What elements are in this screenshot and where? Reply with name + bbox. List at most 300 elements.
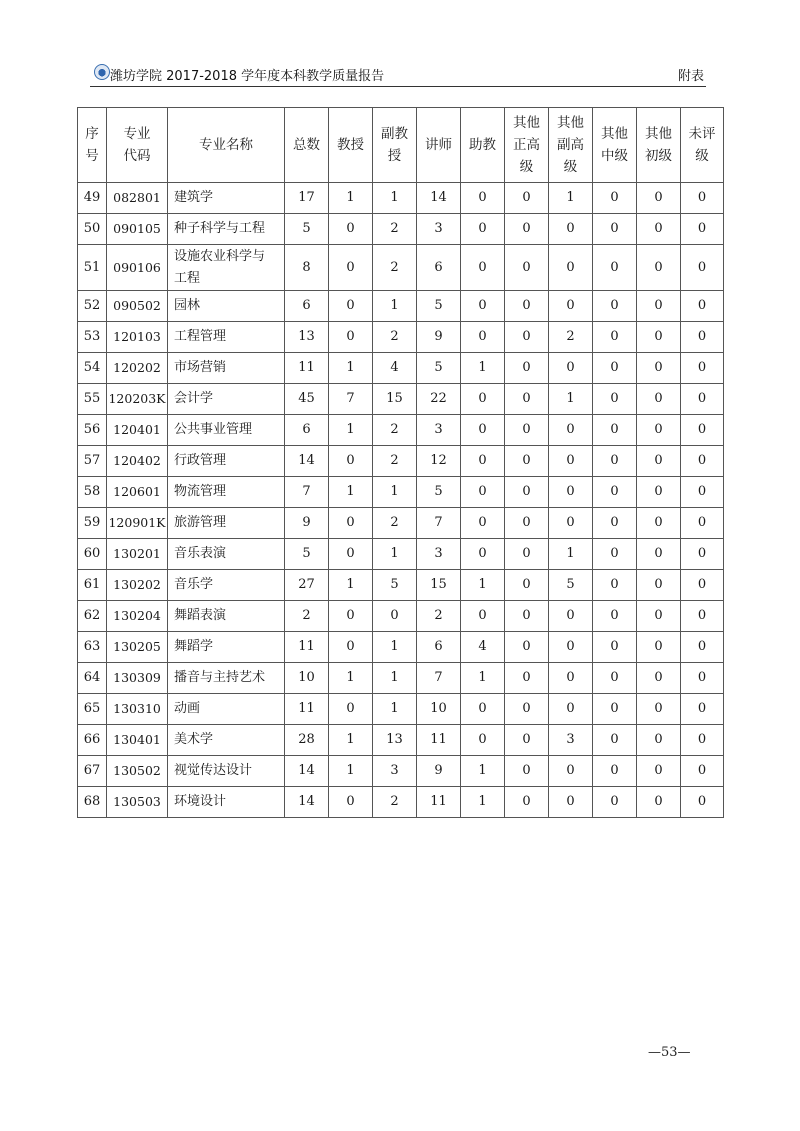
cell-name: 舞蹈表演 <box>168 601 285 632</box>
cell-unrated: 0 <box>681 632 724 663</box>
cell-name: 音乐学 <box>168 570 285 601</box>
cell-unrated: 0 <box>681 570 724 601</box>
cell-other-senior: 0 <box>505 725 549 756</box>
cell-no: 55 <box>78 384 107 415</box>
cell-lecturer: 7 <box>417 508 461 539</box>
table-row <box>78 415 724 446</box>
cell-total: 6 <box>285 291 329 322</box>
cell-other-assoc-senior: 1 <box>549 539 593 570</box>
cell-other-junior: 0 <box>637 245 681 291</box>
cell-other-intermediate: 0 <box>593 477 637 508</box>
table-row <box>78 787 724 818</box>
column-header-line: 中级 <box>601 148 628 164</box>
cell-assistant: 1 <box>461 570 505 601</box>
cell-other-assoc-senior: 0 <box>549 245 593 291</box>
column-header-line: 级 <box>563 159 578 175</box>
cell-total: 2 <box>285 601 329 632</box>
column-header-other-intermediate <box>593 108 637 183</box>
cell-other-junior: 0 <box>637 787 681 818</box>
cell-total: 28 <box>285 725 329 756</box>
cell-other-intermediate: 0 <box>593 415 637 446</box>
cell-no: 59 <box>78 508 107 539</box>
cell-assoc-professor: 2 <box>373 322 417 353</box>
column-header-other-junior <box>637 108 681 183</box>
cell-lecturer: 10 <box>417 694 461 725</box>
table-row <box>78 508 724 539</box>
cell-total: 13 <box>285 322 329 353</box>
cell-code: 130502 <box>107 756 168 787</box>
cell-other-senior: 0 <box>505 756 549 787</box>
cell-other-junior: 0 <box>637 291 681 322</box>
cell-other-intermediate: 0 <box>593 725 637 756</box>
cell-other-intermediate: 0 <box>593 539 637 570</box>
cell-unrated: 0 <box>681 477 724 508</box>
table-row <box>78 694 724 725</box>
cell-other-intermediate: 0 <box>593 183 637 214</box>
cell-assoc-professor: 2 <box>373 245 417 291</box>
cell-no: 49 <box>78 183 107 214</box>
cell-unrated: 0 <box>681 601 724 632</box>
column-header-other-senior <box>505 108 549 183</box>
cell-assoc-professor: 0 <box>373 601 417 632</box>
major-name-line: 设施农业科学与 <box>174 248 266 264</box>
cell-no: 62 <box>78 601 107 632</box>
cell-assistant: 0 <box>461 291 505 322</box>
university-emblem-icon <box>94 64 110 80</box>
column-header-line: 代码 <box>123 148 151 164</box>
cell-professor: 1 <box>329 353 373 384</box>
column-header-professor <box>329 108 373 183</box>
cell-assoc-professor: 1 <box>373 632 417 663</box>
cell-other-senior: 0 <box>505 353 549 384</box>
cell-assistant: 0 <box>461 214 505 245</box>
cell-code: 090502 <box>107 291 168 322</box>
cell-name: 工程管理 <box>168 322 285 353</box>
cell-total: 11 <box>285 353 329 384</box>
cell-unrated: 0 <box>681 291 724 322</box>
cell-total: 7 <box>285 477 329 508</box>
cell-no: 67 <box>78 756 107 787</box>
cell-lecturer: 5 <box>417 291 461 322</box>
cell-unrated: 0 <box>681 245 724 291</box>
faculty-title-table <box>77 107 724 818</box>
cell-other-junior: 0 <box>637 477 681 508</box>
column-header-line: 级 <box>519 159 534 175</box>
table-row <box>78 539 724 570</box>
cell-other-senior: 0 <box>505 787 549 818</box>
cell-lecturer: 6 <box>417 245 461 291</box>
cell-no: 56 <box>78 415 107 446</box>
cell-lecturer: 3 <box>417 415 461 446</box>
cell-unrated: 0 <box>681 539 724 570</box>
cell-assistant: 1 <box>461 756 505 787</box>
table-row <box>78 291 724 322</box>
cell-other-senior: 0 <box>505 508 549 539</box>
cell-name: 播音与主持艺术 <box>168 663 285 694</box>
major-name-line: 工程 <box>174 270 201 286</box>
cell-other-assoc-senior: 0 <box>549 353 593 384</box>
cell-assistant: 4 <box>461 632 505 663</box>
cell-total: 5 <box>285 214 329 245</box>
cell-unrated: 0 <box>681 415 724 446</box>
cell-total: 17 <box>285 183 329 214</box>
cell-lecturer: 9 <box>417 756 461 787</box>
cell-code: 130201 <box>107 539 168 570</box>
cell-name: 市场营销 <box>168 353 285 384</box>
cell-assoc-professor: 2 <box>373 446 417 477</box>
cell-lecturer: 2 <box>417 601 461 632</box>
report-title: 潍坊学院 2017-2018 学年度本科教学质量报告 <box>110 69 385 84</box>
cell-assoc-professor: 2 <box>373 214 417 245</box>
cell-total: 11 <box>285 632 329 663</box>
cell-name: 舞蹈学 <box>168 632 285 663</box>
table-row <box>78 477 724 508</box>
cell-assoc-professor: 5 <box>373 570 417 601</box>
cell-name: 美术学 <box>168 725 285 756</box>
cell-other-senior: 0 <box>505 570 549 601</box>
table-row <box>78 183 724 214</box>
cell-total: 5 <box>285 539 329 570</box>
cell-unrated: 0 <box>681 663 724 694</box>
cell-unrated: 0 <box>681 322 724 353</box>
cell-other-junior: 0 <box>637 183 681 214</box>
cell-name: 园林 <box>168 291 285 322</box>
cell-other-intermediate: 0 <box>593 214 637 245</box>
cell-other-junior: 0 <box>637 415 681 446</box>
cell-other-intermediate: 0 <box>593 446 637 477</box>
cell-other-senior: 0 <box>505 214 549 245</box>
table-row <box>78 756 724 787</box>
cell-other-junior: 0 <box>637 632 681 663</box>
cell-other-assoc-senior: 2 <box>549 322 593 353</box>
cell-other-junior: 0 <box>637 725 681 756</box>
cell-name: 物流管理 <box>168 477 285 508</box>
cell-other-senior: 0 <box>505 384 549 415</box>
cell-name: 行政管理 <box>168 446 285 477</box>
column-header-assistant <box>461 108 505 183</box>
cell-name: 建筑学 <box>168 183 285 214</box>
cell-lecturer: 14 <box>417 183 461 214</box>
cell-other-intermediate: 0 <box>593 570 637 601</box>
cell-assoc-professor: 2 <box>373 508 417 539</box>
column-header-line: 级 <box>695 148 709 164</box>
cell-code: 082801 <box>107 183 168 214</box>
cell-total: 45 <box>285 384 329 415</box>
cell-unrated: 0 <box>681 183 724 214</box>
cell-name: 旅游管理 <box>168 508 285 539</box>
cell-assistant: 0 <box>461 415 505 446</box>
cell-other-intermediate: 0 <box>593 632 637 663</box>
cell-assistant: 1 <box>461 353 505 384</box>
cell-code: 090105 <box>107 214 168 245</box>
column-header-line: 专业名称 <box>199 137 253 153</box>
table-body <box>78 183 724 818</box>
cell-total: 9 <box>285 508 329 539</box>
cell-no: 54 <box>78 353 107 384</box>
cell-professor: 0 <box>329 694 373 725</box>
cell-other-senior: 0 <box>505 291 549 322</box>
cell-unrated: 0 <box>681 384 724 415</box>
column-header-line: 号 <box>85 148 99 164</box>
cell-unrated: 0 <box>681 756 724 787</box>
column-header-total <box>285 108 329 183</box>
column-header-other-assoc-senior <box>549 108 593 183</box>
cell-other-intermediate: 0 <box>593 322 637 353</box>
column-header-index <box>78 108 107 183</box>
cell-other-senior: 0 <box>505 322 549 353</box>
cell-assoc-professor: 2 <box>373 415 417 446</box>
cell-other-junior: 0 <box>637 663 681 694</box>
cell-assoc-professor: 2 <box>373 787 417 818</box>
cell-no: 52 <box>78 291 107 322</box>
table-row <box>78 632 724 663</box>
cell-name: 种子科学与工程 <box>168 214 285 245</box>
cell-assistant: 0 <box>461 446 505 477</box>
cell-name: 公共事业管理 <box>168 415 285 446</box>
cell-other-junior: 0 <box>637 384 681 415</box>
cell-other-assoc-senior: 0 <box>549 663 593 694</box>
cell-other-intermediate: 0 <box>593 756 637 787</box>
cell-lecturer: 5 <box>417 353 461 384</box>
cell-code: 130309 <box>107 663 168 694</box>
cell-other-assoc-senior: 0 <box>549 601 593 632</box>
cell-other-intermediate: 0 <box>593 291 637 322</box>
cell-code: 130205 <box>107 632 168 663</box>
cell-other-junior: 0 <box>637 756 681 787</box>
cell-name: 会计学 <box>168 384 285 415</box>
cell-code: 130503 <box>107 787 168 818</box>
cell-professor: 1 <box>329 756 373 787</box>
cell-other-assoc-senior: 0 <box>549 446 593 477</box>
cell-other-intermediate: 0 <box>593 245 637 291</box>
column-header-assoc-professor <box>373 108 417 183</box>
cell-code: 120103 <box>107 322 168 353</box>
cell-professor: 0 <box>329 322 373 353</box>
column-header-line: 授 <box>387 148 402 164</box>
cell-assistant: 0 <box>461 322 505 353</box>
cell-assoc-professor: 1 <box>373 539 417 570</box>
cell-other-senior: 0 <box>505 183 549 214</box>
cell-assoc-professor: 1 <box>373 694 417 725</box>
table-row <box>78 570 724 601</box>
column-header-line: 正高 <box>513 137 540 153</box>
table-row <box>78 322 724 353</box>
cell-assistant: 0 <box>461 245 505 291</box>
table-header-row <box>78 108 724 183</box>
cell-assistant: 1 <box>461 663 505 694</box>
cell-no: 66 <box>78 725 107 756</box>
column-header-line: 副高 <box>557 137 584 153</box>
cell-other-assoc-senior: 0 <box>549 415 593 446</box>
cell-code: 130310 <box>107 694 168 725</box>
column-header-line: 未评 <box>688 126 716 142</box>
cell-other-senior: 0 <box>505 694 549 725</box>
column-header-unrated <box>681 108 724 183</box>
cell-other-senior: 0 <box>505 632 549 663</box>
cell-no: 61 <box>78 570 107 601</box>
cell-other-junior: 0 <box>637 214 681 245</box>
cell-code: 130401 <box>107 725 168 756</box>
table-row <box>78 214 724 245</box>
cell-lecturer: 15 <box>417 570 461 601</box>
column-header-line: 讲师 <box>425 137 452 153</box>
cell-other-intermediate: 0 <box>593 601 637 632</box>
cell-other-assoc-senior: 3 <box>549 725 593 756</box>
cell-other-assoc-senior: 0 <box>549 756 593 787</box>
cell-no: 64 <box>78 663 107 694</box>
cell-code: 120203K <box>107 384 168 415</box>
cell-no: 57 <box>78 446 107 477</box>
cell-lecturer: 3 <box>417 539 461 570</box>
cell-other-assoc-senior: 0 <box>549 291 593 322</box>
cell-code: 120901K <box>107 508 168 539</box>
column-header-line: 副教 <box>381 126 408 142</box>
cell-assoc-professor: 1 <box>373 477 417 508</box>
cell-professor: 1 <box>329 663 373 694</box>
cell-other-intermediate: 0 <box>593 384 637 415</box>
cell-other-assoc-senior: 1 <box>549 183 593 214</box>
cell-other-assoc-senior: 0 <box>549 632 593 663</box>
column-header-line: 助教 <box>469 137 496 153</box>
cell-code: 120401 <box>107 415 168 446</box>
cell-other-junior: 0 <box>637 694 681 725</box>
cell-unrated: 0 <box>681 214 724 245</box>
cell-no: 51 <box>78 245 107 291</box>
cell-total: 14 <box>285 756 329 787</box>
cell-lecturer: 3 <box>417 214 461 245</box>
cell-professor: 1 <box>329 570 373 601</box>
cell-other-senior: 0 <box>505 663 549 694</box>
cell-assistant: 0 <box>461 725 505 756</box>
column-header-line: 其他 <box>513 115 540 131</box>
cell-no: 63 <box>78 632 107 663</box>
column-header-line: 序 <box>85 126 99 142</box>
cell-other-senior: 0 <box>505 477 549 508</box>
table-row <box>78 725 724 756</box>
cell-unrated: 0 <box>681 508 724 539</box>
cell-professor: 0 <box>329 787 373 818</box>
cell-unrated: 0 <box>681 353 724 384</box>
cell-other-assoc-senior: 5 <box>549 570 593 601</box>
cell-professor: 0 <box>329 245 373 291</box>
cell-assistant: 1 <box>461 787 505 818</box>
cell-other-senior: 0 <box>505 601 549 632</box>
cell-assistant: 0 <box>461 384 505 415</box>
cell-other-assoc-senior: 1 <box>549 384 593 415</box>
cell-lecturer: 9 <box>417 322 461 353</box>
table-row <box>78 601 724 632</box>
cell-assistant: 0 <box>461 694 505 725</box>
cell-other-intermediate: 0 <box>593 508 637 539</box>
cell-other-intermediate: 0 <box>593 353 637 384</box>
cell-no: 50 <box>78 214 107 245</box>
cell-other-junior: 0 <box>637 601 681 632</box>
cell-other-junior: 0 <box>637 570 681 601</box>
cell-no: 68 <box>78 787 107 818</box>
cell-assoc-professor: 1 <box>373 291 417 322</box>
cell-total: 14 <box>285 787 329 818</box>
cell-code: 120601 <box>107 477 168 508</box>
cell-professor: 1 <box>329 477 373 508</box>
cell-other-junior: 0 <box>637 446 681 477</box>
cell-name: 动画 <box>168 694 285 725</box>
cell-other-intermediate: 0 <box>593 694 637 725</box>
cell-professor: 0 <box>329 539 373 570</box>
cell-other-junior: 0 <box>637 322 681 353</box>
page-header <box>90 62 710 86</box>
column-header-line: 初级 <box>645 148 672 164</box>
cell-assistant: 0 <box>461 477 505 508</box>
cell-code: 090106 <box>107 245 168 291</box>
cell-professor: 0 <box>329 632 373 663</box>
cell-total: 8 <box>285 245 329 291</box>
cell-name <box>168 245 285 291</box>
cell-other-intermediate: 0 <box>593 787 637 818</box>
cell-other-assoc-senior: 0 <box>549 508 593 539</box>
cell-assoc-professor: 13 <box>373 725 417 756</box>
cell-assoc-professor: 1 <box>373 183 417 214</box>
column-header-line: 其他 <box>601 126 628 142</box>
cell-lecturer: 7 <box>417 663 461 694</box>
cell-assoc-professor: 15 <box>373 384 417 415</box>
cell-total: 6 <box>285 415 329 446</box>
column-header-line: 专业 <box>123 126 151 142</box>
cell-other-senior: 0 <box>505 415 549 446</box>
cell-no: 58 <box>78 477 107 508</box>
cell-other-junior: 0 <box>637 508 681 539</box>
table-row <box>78 446 724 477</box>
cell-name: 音乐表演 <box>168 539 285 570</box>
cell-code: 130202 <box>107 570 168 601</box>
table-row <box>78 663 724 694</box>
cell-assoc-professor: 3 <box>373 756 417 787</box>
cell-professor: 7 <box>329 384 373 415</box>
cell-other-intermediate: 0 <box>593 663 637 694</box>
cell-professor: 1 <box>329 183 373 214</box>
column-header-line: 其他 <box>557 115 584 131</box>
cell-professor: 0 <box>329 601 373 632</box>
cell-assistant: 0 <box>461 183 505 214</box>
cell-no: 53 <box>78 322 107 353</box>
cell-other-assoc-senior: 0 <box>549 787 593 818</box>
cell-assistant: 0 <box>461 601 505 632</box>
cell-no: 60 <box>78 539 107 570</box>
cell-unrated: 0 <box>681 725 724 756</box>
column-header-major-code <box>107 108 168 183</box>
cell-unrated: 0 <box>681 694 724 725</box>
cell-professor: 0 <box>329 214 373 245</box>
table-row <box>78 384 724 415</box>
column-header-line: 总数 <box>293 137 320 153</box>
table-row <box>78 245 724 291</box>
column-header-line: 其他 <box>645 126 672 142</box>
cell-name: 环境设计 <box>168 787 285 818</box>
cell-assoc-professor: 4 <box>373 353 417 384</box>
cell-assistant: 0 <box>461 539 505 570</box>
cell-lecturer: 11 <box>417 787 461 818</box>
table-row <box>78 353 724 384</box>
cell-other-senior: 0 <box>505 446 549 477</box>
cell-unrated: 0 <box>681 787 724 818</box>
cell-total: 14 <box>285 446 329 477</box>
section-label: 附表 <box>677 69 704 84</box>
cell-total: 27 <box>285 570 329 601</box>
cell-lecturer: 6 <box>417 632 461 663</box>
cell-professor: 1 <box>329 415 373 446</box>
column-header-line: 教授 <box>337 137 364 153</box>
cell-other-assoc-senior: 0 <box>549 214 593 245</box>
cell-professor: 0 <box>329 291 373 322</box>
